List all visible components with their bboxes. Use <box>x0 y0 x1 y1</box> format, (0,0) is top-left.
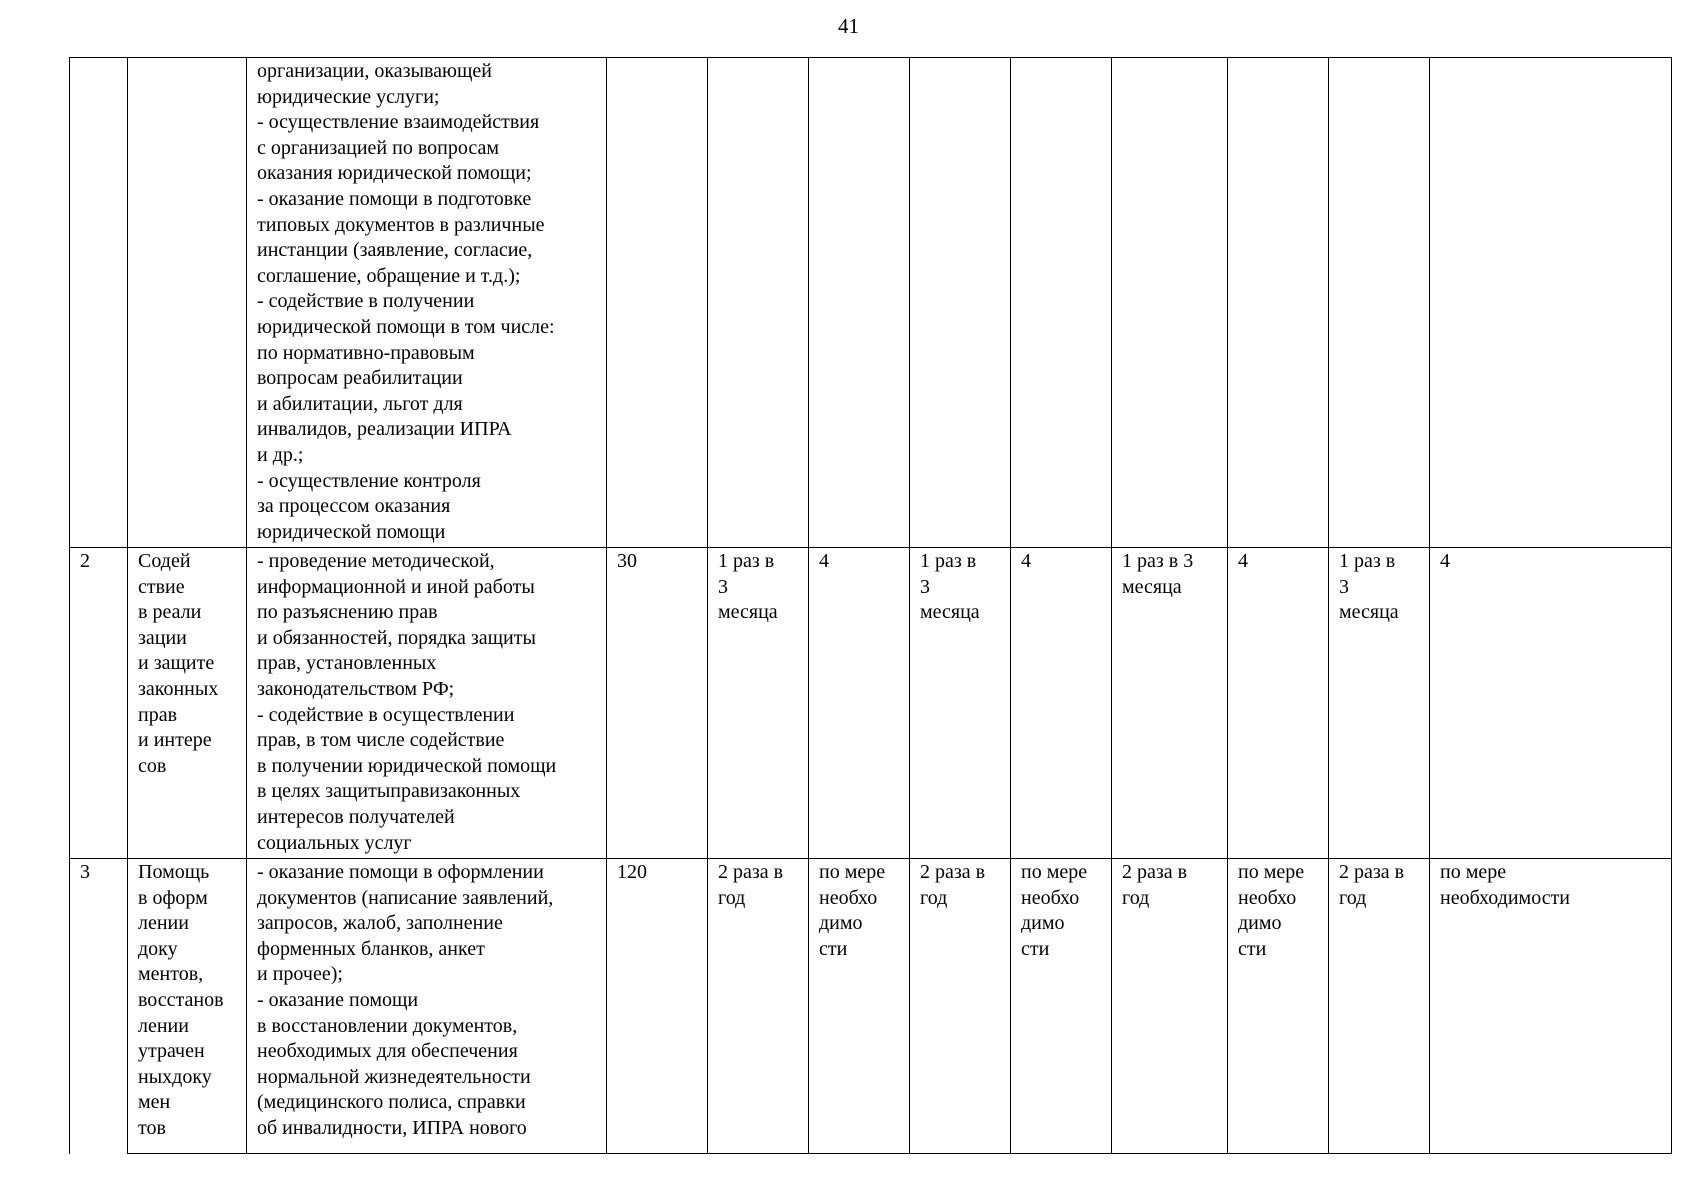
service-description-cell: организации, оказывающей юридические услуги; - осуществление взаимодействия с организацией по вопросам оказания юридической помощи; - оказание помощи в подготовке типовых документов в различные инстанции (заявление, согласие, соглашение, обращение и т.д.); - содействие в получении юридической помощи в том числе: по нормативно-правовым вопросам реабилитации и абилитации, льгот для инвалидов, реализации ИПРА и др.; - осуществление контроля за процессом оказания юридической помощи <box>247 58 607 548</box>
volume-cell: 4 <box>1228 548 1329 859</box>
service-name-cell: Содей ствие в реали зации и защите законных прав и интере сов <box>128 548 247 859</box>
volume-cell: по мере необхо димо сти <box>809 859 910 1154</box>
period-cell: 2 раза в год <box>1112 859 1228 1154</box>
table-row <box>70 548 1672 859</box>
period-cell: 1 раз в 3 месяца <box>910 548 1011 859</box>
period-cell <box>910 58 1011 548</box>
volume-cell: 4 <box>809 548 910 859</box>
volume-cell: по мере необходимости <box>1430 859 1672 1154</box>
period-cell: 1 раз в 3 месяца <box>1329 548 1430 859</box>
services-table <box>69 57 1672 1154</box>
period-cell <box>708 58 809 548</box>
volume-cell: 4 <box>1011 548 1112 859</box>
service-description-cell: - проведение методической, информационной и иной работы по разъяснению прав и обязанностей, порядка защиты прав, установленных законодательством РФ; - содействие в осуществлении прав, в том числе содействие в получении юридической помощи в целях защитыправизаконных интересов получателей социальных услуг <box>247 548 607 859</box>
volume-cell <box>1430 58 1672 548</box>
service-value-cell: 30 <box>607 548 708 859</box>
period-cell: 1 раз в 3 месяца <box>1112 548 1228 859</box>
service-description-cell: - оказание помощи в оформлении документов (написание заявлений, запросов, жалоб, заполнение форменных бланков, анкет и прочее); - оказание помощи в восстановлении документов, необходимых для обеспечения нормальной жизнедеятельности (медицинского полиса, справки об инвалидности, ИПРА нового <box>247 859 607 1154</box>
period-cell: 2 раза в год <box>1329 859 1430 1154</box>
volume-cell <box>809 58 910 548</box>
service-name-cell: Помощь в оформ лении доку ментов, восстанов лении утрачен ныхдоку мен тов <box>128 859 247 1154</box>
page-number: 41 <box>838 14 859 38</box>
period-cell: 2 раза в год <box>708 859 809 1154</box>
service-value-cell <box>607 58 708 548</box>
period-cell: 2 раза в год <box>910 859 1011 1154</box>
volume-cell <box>1011 58 1112 548</box>
row-number-cell <box>70 58 128 548</box>
row-number-cell: 2 <box>70 548 128 859</box>
volume-cell: по мере необхо димо сти <box>1011 859 1112 1154</box>
period-cell <box>1112 58 1228 548</box>
volume-cell: 4 <box>1430 548 1672 859</box>
table-row <box>70 58 1672 548</box>
service-value-cell: 120 <box>607 859 708 1154</box>
service-name-cell <box>128 58 247 548</box>
volume-cell <box>1228 58 1329 548</box>
period-cell: 1 раз в 3 месяца <box>708 548 809 859</box>
volume-cell: по мере необхо димо сти <box>1228 859 1329 1154</box>
period-cell <box>1329 58 1430 548</box>
table-row <box>70 859 1672 1154</box>
row-number-cell: 3 <box>70 859 128 1154</box>
